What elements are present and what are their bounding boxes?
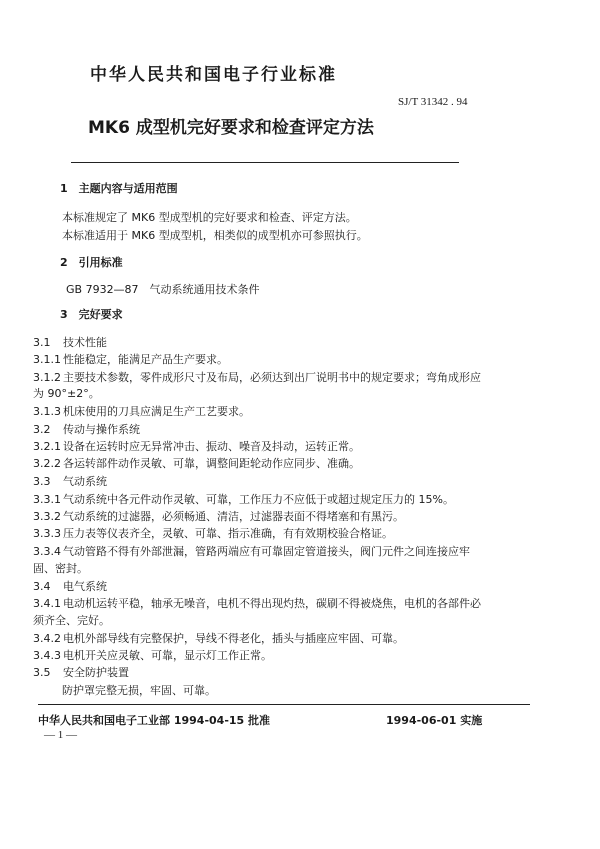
clause-text: 性能稳定，能满足产品生产要求。 xyxy=(63,353,228,366)
section-3-heading: 3 完好要求 xyxy=(60,308,123,321)
clause-number: 3.3.4 xyxy=(33,545,61,558)
clause-text: 气动系统中各元件动作灵敏、可靠，工作压力不应低于或超过规定压力的 15%。 xyxy=(63,493,454,506)
clause-text: 主要技术参数，零件成形尺寸及布局，必须达到出厂说明书中的规定要求；弯角成形应 xyxy=(63,371,481,384)
footer-divider xyxy=(38,704,530,705)
implementation-date: 1994-06-01 实施 xyxy=(386,714,483,727)
clause-number: 3.3.1 xyxy=(33,493,61,506)
clause-3-4-1-continuation: 须齐全、完好。 xyxy=(33,614,110,627)
approval-line: 中华人民共和国电子工业部 1994-04-15 批准 xyxy=(38,714,271,727)
section-1-paragraph-1: 本标准规定了 MK6 型成型机的完好要求和检查、评定方法。 xyxy=(62,211,357,224)
clause-text: 电机外部导线有完整保护，导线不得老化，插头与插座应牢固、可靠。 xyxy=(63,632,404,645)
clause-text: 压力表等仪表齐全，灵敏、可靠、指示准确，有有效期校验合格证。 xyxy=(63,527,393,540)
clause-label: 气动系统 xyxy=(63,475,107,488)
clause-text: 设备在运转时应无异常冲击、振动、噪音及抖动，运转正常。 xyxy=(63,440,360,453)
clause-number: 3.4.3 xyxy=(33,649,61,662)
clause-text: 气动管路不得有外部泄漏，管路两端应有可靠固定管道接头，阀门元件之间连接应牢 xyxy=(63,545,470,558)
clause-label: 技术性能 xyxy=(63,336,107,349)
title-divider xyxy=(71,162,459,163)
clause-3-4-1 xyxy=(33,595,481,611)
clause-3-2 xyxy=(33,421,140,437)
clause-3-1-2-continuation: 为 90°±2°。 xyxy=(33,387,100,400)
clause-3-3-4 xyxy=(33,543,470,559)
reference-standard: GB 7932—87 气动系统通用技术条件 xyxy=(66,283,260,296)
clause-number: 3.5 xyxy=(33,666,51,679)
page-number: — 1 — xyxy=(44,729,77,741)
clause-text: 各运转部件动作灵敏、可靠，调整间距轮动作应同步、准确。 xyxy=(63,457,360,470)
clause-3-3-1 xyxy=(33,491,454,507)
clause-3-3-2 xyxy=(33,508,404,524)
clause-number: 3.1.3 xyxy=(33,405,61,418)
clause-label: 传动与操作系统 xyxy=(63,423,140,436)
clause-number: 3.3.2 xyxy=(33,510,61,523)
clause-label: 电气系统 xyxy=(63,580,107,593)
org-title: 中华人民共和国电子行业标准 xyxy=(90,65,337,85)
clause-number: 3.4.1 xyxy=(33,597,61,610)
clause-text: 电机开关应灵敏、可靠，显示灯工作正常。 xyxy=(63,649,272,662)
section-1-heading: 1 主题内容与适用范围 xyxy=(60,182,178,195)
clause-number: 3.1.2 xyxy=(33,371,61,384)
clause-3-4-3 xyxy=(33,647,272,663)
clause-3-2-2 xyxy=(33,455,360,471)
clause-number: 3.2.2 xyxy=(33,457,61,470)
section-1-paragraph-2: 本标准适用于 MK6 型成型机，相类似的成型机亦可参照执行。 xyxy=(62,229,368,242)
clause-text: 电动机运转平稳，轴承无噪音，电机不得出现灼热，碳刷不得被烧焦，电机的各部件必 xyxy=(63,597,481,610)
clause-number: 3.2 xyxy=(33,423,51,436)
standard-code: SJ/T 31342 . 94 xyxy=(398,96,468,108)
clause-number: 3.1.1 xyxy=(33,353,61,366)
clause-number: 3.4.2 xyxy=(33,632,61,645)
clause-number: 3.1 xyxy=(33,336,51,349)
clause-3-5-text: 防护罩完整无损，牢固、可靠。 xyxy=(62,684,216,697)
clause-number: 3.2.1 xyxy=(33,440,61,453)
clause-3-4-2 xyxy=(33,630,404,646)
clause-number: 3.3.3 xyxy=(33,527,61,540)
clause-3-5 xyxy=(33,664,129,680)
clause-3-1-2 xyxy=(33,369,481,385)
clause-3-3 xyxy=(33,473,107,489)
clause-3-1-1 xyxy=(33,351,228,367)
document-title: MK6 成型机完好要求和检查评定方法 xyxy=(88,118,374,138)
clause-number: 3.4 xyxy=(33,580,51,593)
clause-text: 机床使用的刀具应满足生产工艺要求。 xyxy=(63,405,250,418)
clause-3-3-4-continuation: 固、密封。 xyxy=(33,562,88,575)
section-2-heading: 2 引用标准 xyxy=(60,256,123,269)
clause-text: 气动系统的过滤器，必须畅通、清洁，过滤器表面不得堵塞和有黑污。 xyxy=(63,510,404,523)
clause-3-1-3 xyxy=(33,403,250,419)
clause-number: 3.3 xyxy=(33,475,51,488)
clause-3-3-3 xyxy=(33,525,393,541)
clause-3-4 xyxy=(33,578,107,594)
clause-label: 安全防护装置 xyxy=(63,666,129,679)
clause-3-1 xyxy=(33,334,107,350)
clause-3-2-1 xyxy=(33,438,360,454)
